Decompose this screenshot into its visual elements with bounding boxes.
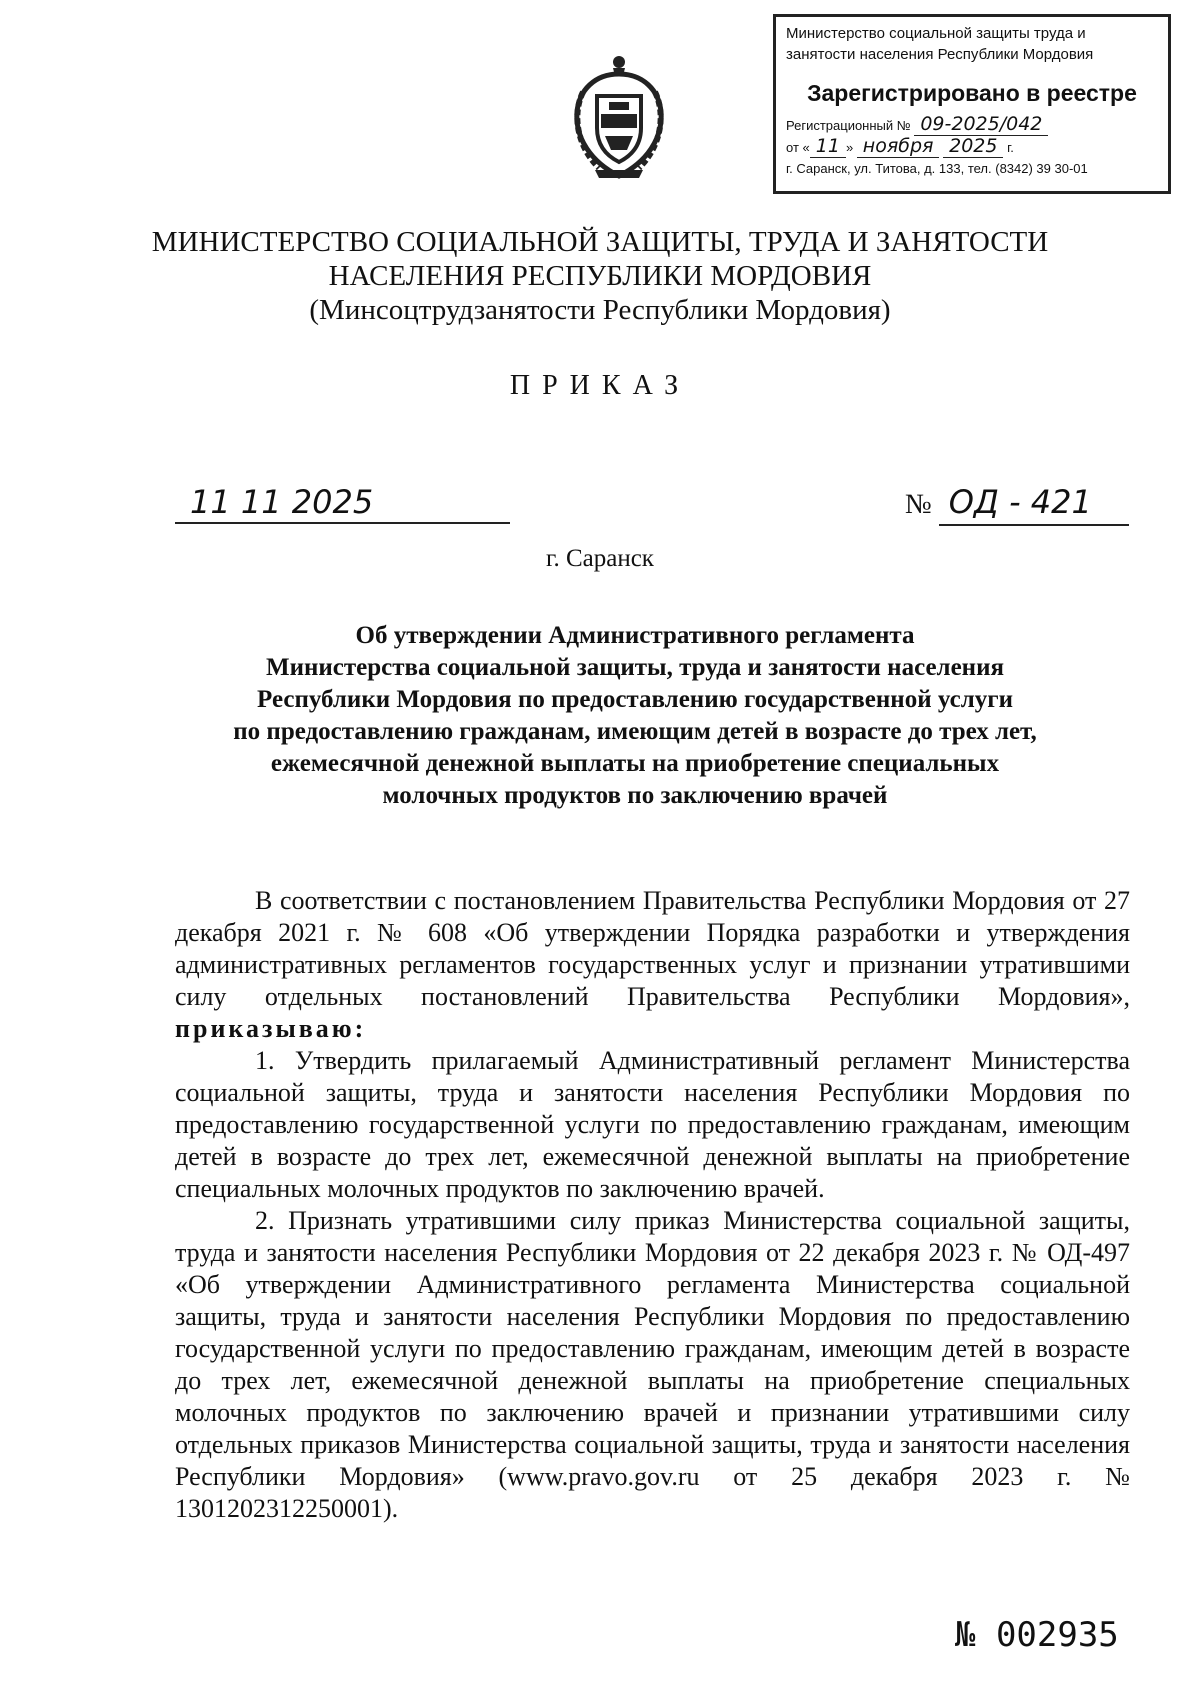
- title-line3: Республики Мордовия по предоставлению государственной услуги: [257, 686, 1013, 713]
- stamp-month: ноября: [857, 135, 940, 158]
- body-item-2: 2. Признать утратившими силу приказ Министерства социальной защиты, труда и занятости населения Республики Мордовия от 22 декабря 2023 г. № ОД-497 «Об утверждении Административного регламента Министерства социальной защиты, труда и занятости населения Республики Мордовия по предоставлению государственной услуги по предоставлению гражданам, имеющим детей в возрасте до трех лет, ежемесячной денежной выплаты на приобретение специальных молочных продуктов по заключению врачей и признании утратившими силу отдельных приказов Министерства социальной защиты, труда и занятости населения Республики Мордовия» (www.pravo.gov.ru от 25 декабря 2023 г. № 1301202312250001).: [175, 1206, 1130, 1523]
- body-intro-paragraph: [175, 885, 1130, 1045]
- number-label: №: [905, 489, 932, 520]
- stamp-day: 11: [810, 135, 846, 158]
- stamp-reg-label: Регистрационный №: [786, 118, 911, 133]
- stamp-reg-number: 09-2025/042: [914, 113, 1048, 136]
- stamp-ministry-line2: занятости населения Республики Мордовия: [786, 46, 1094, 63]
- title-line5: ежемесячной денежной выплаты на приобретение специальных: [270, 750, 1000, 777]
- body-item-1: 1. Утвердить прилагаемый Административный регламент Министерства социальной защиты, труда и занятости населения Республики Мордовия по предоставлению государственной услуги по предоставлению гражданам, имеющим детей в возрасте до трех лет, ежемесячной денежной выплаты на приобретение специальных молочных продуктов по заключению врачей.: [175, 1046, 1130, 1203]
- order-number: ОД - 421: [939, 480, 1129, 526]
- stamp-day-close: »: [845, 140, 854, 155]
- registration-stamp: [773, 14, 1171, 194]
- stamp-year: 2025: [943, 135, 1003, 158]
- title-line1: Об утверждении Административного регламента: [355, 622, 915, 649]
- body-intro: В соответствии с постановлением Правительства Республики Мордовия от 27 декабря 2021 г. № 608 «Об утверждении Порядка разработки и утверждения административных регламентов государственных услуг и признании утратившими силу отдельных постановлений Правительства Республики Мордовия»,: [175, 886, 1130, 1011]
- stamp-registered-label: Зарегистрировано в реестре: [807, 80, 1137, 106]
- document-title: [170, 620, 1100, 812]
- stamp-from-label: от «: [786, 140, 810, 155]
- serial-number: № 002935: [955, 1615, 1119, 1655]
- title-line2: Министерства социальной защиты, труда и занятости населения: [265, 654, 1005, 681]
- order-heading: ПРИКАЗ: [509, 370, 691, 401]
- order-verb: приказываю:: [175, 1014, 367, 1043]
- header-line3: (Минсоцтрудзанятости Республики Мордовия): [309, 294, 891, 326]
- coat-of-arms-icon: [565, 52, 673, 182]
- title-line6: молочных продуктов по заключению врачей: [382, 782, 888, 809]
- stamp-year-suffix: г.: [1007, 140, 1014, 155]
- stamp-date-line: [786, 136, 1158, 158]
- document-body: [175, 885, 1130, 1525]
- header-line1: МИНИСТЕРСТВО СОЦИАЛЬНОЙ ЗАЩИТЫ, ТРУДА И ЗАНЯТОСТИ: [151, 226, 1049, 258]
- stamp-ministry-line1: Министерство социальной защиты труда и: [786, 25, 1086, 42]
- stamp-address: г. Саранск, ул. Титова, д. 133, тел. (8342) 39 30-01: [786, 161, 1088, 176]
- city: г. Саранск: [546, 545, 654, 572]
- order-number-field: [905, 480, 1129, 524]
- header-line2: НАСЕЛЕНИЯ РЕСПУБЛИКИ МОРДОВИЯ: [328, 260, 872, 292]
- title-line4: по предоставлению гражданам, имеющим детей в возрасте до трех лет,: [233, 718, 1037, 745]
- order-date: 11 11 2025: [175, 480, 510, 524]
- ministry-header: [0, 225, 1200, 327]
- stamp-reg-line: [786, 114, 1158, 136]
